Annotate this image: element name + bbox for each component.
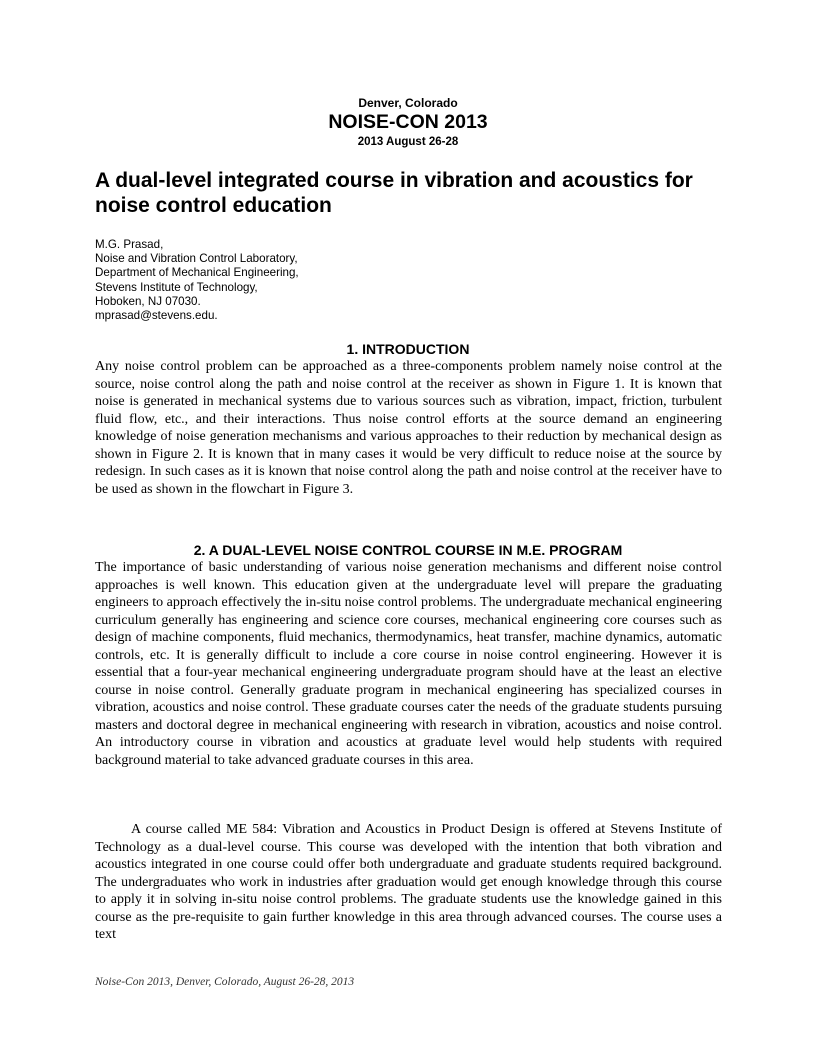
author-affiliation-department: Department of Mechanical Engineering,: [95, 266, 299, 280]
section-heading-introduction: 1. INTRODUCTION: [346, 341, 470, 357]
course-paragraph-1: The importance of basic understanding of various noise generation mechanisms and different noise control approaches is well known. This education given at the undergraduate level will prepare the graduating engineers to approach effectively the in-situ noise control problems. The undergraduate mechanical engineering curriculum generally has engineering and science core courses, mechanical engineering core courses such as design of machine components, fluid mechanics, thermodynamics, heat transfer, machine dynamics, automatic controls, etc. It is generally difficult to include a core course in noise control engineering. However it is essential that a four-year mechanical engineering undergraduate program should have at the least an elective course in noise control. Generally graduate program in mechanical engineering has specialized courses in vibration, acoustics and noise control. These graduate courses cater the needs of the graduate students pursuing masters and doctoral degree in mechanical engineering with research in vibration, acoustics and noise control. An introductory course in vibration and acoustics at graduate level would help students with required background material to take advanced graduate courses in this area.: [95, 560, 722, 768]
author-block: [95, 238, 495, 323]
introduction-paragraph: Any noise control problem can be approached as a three-components problem namely noise control at the source, noise control along the path and noise control at the receiver as shown in Figure 1. It is known that noise is generated in mechanical systems due to various sources such as vibration, impact, friction, turbulent fluid flow, etc., and their interactions. Thus noise control efforts at the source demand an engineering knowledge of noise generation mechanisms and various approaches to their reduction by mechanical design as shown in Figure 2. It is known that in many cases it would be very difficult to reduce noise at the source by redesign. In such cases as it is known that noise control along the path and noise control at the receiver have to be used as shown in the flowchart in Figure 3.: [95, 359, 722, 497]
author-affiliation-institute: Stevens Institute of Technology,: [95, 280, 258, 294]
conference-location: Denver, Colorado: [358, 96, 458, 110]
paper-title: A dual-level integrated course in vibration and acoustics for noise control education: [95, 169, 693, 217]
author-affiliation-lab: Noise and Vibration Control Laboratory,: [95, 252, 298, 266]
section-heading-dual-level-course: 2. A DUAL-LEVEL NOISE CONTROL COURSE IN M.E. PROGRAM: [193, 542, 623, 558]
author-name: M.G. Prasad,: [95, 238, 164, 251]
course-paragraph-2: A course called ME 584: Vibration and Acoustics in Product Design is offered at Stevens Institute of Technology as a dual-level course. This course was developed with the intention that both vibration and acoustics integrated in one course could offer both undergraduate and graduate students required background. The undergraduates who work in industries after graduation would get enough knowledge through this course to apply it in solving in-situ noise control problems. The graduate students use the knowledge gained in this course as the pre-requisite to gain further knowledge in this area through advanced courses. The course uses a text: [95, 822, 722, 942]
conference-name: NOISE-CON 2013: [328, 111, 488, 133]
author-address: Hoboken, NJ 07030.: [95, 294, 201, 308]
author-email: mprasad@stevens.edu.: [95, 309, 218, 323]
conference-dates: 2013 August 26-28: [357, 136, 459, 148]
page-footer: Noise-Con 2013, Denver, Colorado, August 26-28, 2013: [95, 976, 355, 988]
